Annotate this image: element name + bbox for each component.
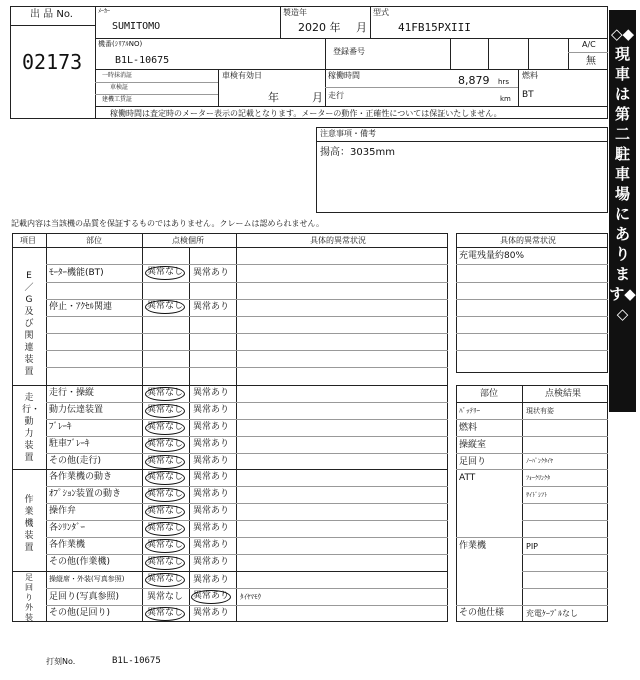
row-foot-photo: 足回り(写真参照) <box>49 592 120 602</box>
hours: 8,879 <box>458 74 490 87</box>
ng-label: 異常あり <box>193 489 230 499</box>
valid-label: 車検有効日 <box>222 71 262 80</box>
fuel-value: BT <box>522 90 534 100</box>
ng-label: 異常あり <box>193 557 230 567</box>
ok-circle: 異常なし <box>145 438 185 452</box>
construct-label: 建機工賃証 <box>102 96 133 103</box>
right-detail-value: 充電残量約80% <box>459 251 525 261</box>
row-valve: 操作弁 <box>49 506 77 516</box>
location-banner: ◇◆現車は第二駐車場にあります◆◇ <box>609 10 636 412</box>
row-other-drive: その他(走行) <box>49 456 102 466</box>
work-result: PIP <box>526 542 539 551</box>
ng-label: 異常あり <box>193 608 230 618</box>
hours-label: 稼働時間 <box>328 71 360 80</box>
ok-circle: 異常なし <box>145 488 185 502</box>
ok-circle: 異常なし <box>145 539 185 553</box>
year-value: 2020 年 <box>298 21 341 34</box>
row-cyl: 各ｼﾘﾝﾀﾞｰ <box>49 523 86 533</box>
row-stop: 停止・ｱｸｾﾙ関連 <box>49 302 113 312</box>
maker-label: ﾒｰｶｰ <box>98 8 111 15</box>
ok-circle: 異常なし <box>145 404 185 418</box>
year-label: 製造年 <box>283 8 307 17</box>
ng-label: 異常あり <box>193 302 230 312</box>
ng-label: 異常あり <box>193 523 230 533</box>
hour-note: 稼働時間は査定時のメーター表示の記載となります。メーターの動作・正確性については保証いたしません。 <box>110 109 502 118</box>
ng-label: 異常あり <box>193 575 230 585</box>
serial-label: 機番(ｼﾘｱﾙNO) <box>98 40 143 48</box>
att-label: ATT <box>459 473 476 483</box>
section-work: 作業機装置 <box>24 495 34 553</box>
ok-label: 異常なし <box>147 592 184 602</box>
ok-circle: 異常なし <box>145 387 185 401</box>
row-opt-move: ｵﾌﾟｼｮﾝ装置の動き <box>49 489 122 499</box>
ng-circle: 異常あり <box>191 590 231 604</box>
ok-circle: 異常なし <box>145 505 185 519</box>
row-steer: 走行・操縦 <box>49 388 95 398</box>
ng-label: 異常あり <box>193 405 230 415</box>
right-part-label: 部位 <box>480 389 499 399</box>
row-work-move: 各作業機の動き <box>49 472 113 482</box>
fuel-row-label: 燃料 <box>459 423 478 433</box>
ac-label: A/C <box>582 40 596 49</box>
other-spec-result: 充電ｹｰﾌﾞﾙなし <box>526 609 578 618</box>
listing-no: 02173 <box>22 50 83 74</box>
col-part: 部位 <box>86 236 102 245</box>
foot-detail: ﾀｲﾔﾏﾓｳ <box>240 593 261 601</box>
month-unit: 月 <box>356 21 367 34</box>
work-label: 作業機 <box>459 541 487 551</box>
serial: B1L-10675 <box>115 55 170 66</box>
right-result-label: 点検結果 <box>545 389 582 399</box>
model-label: 型式 <box>373 8 389 17</box>
other-spec-label: その他仕様 <box>459 608 505 618</box>
ok-circle: 異常なし <box>145 455 185 469</box>
row-other-foot: その他(足回り) <box>49 608 111 618</box>
notes-value: 揚高：3035mm <box>320 147 395 158</box>
att-result-2: ｻｲﾄﾞｼﾌﾄ <box>526 492 548 499</box>
hours-unit: hrs <box>498 78 509 86</box>
ng-label: 異常あり <box>193 456 230 466</box>
section-foot: 足回り外装 <box>25 573 33 622</box>
att-result-1: ﾌｫｰｸﾘﾝｸﾀ <box>526 475 551 482</box>
right-detail-label: 具体的異常状況 <box>500 236 556 245</box>
row-other-work: その他(作業機) <box>49 557 111 567</box>
ok-circle: 異常なし <box>145 300 185 314</box>
ng-label: 異常あり <box>193 268 230 278</box>
battery-result: 現状有姿 <box>526 407 554 415</box>
km-unit: km <box>500 95 511 103</box>
ng-label: 異常あり <box>193 540 230 550</box>
model: 41FB15PXIII <box>398 21 471 34</box>
temp-label: 一時抹消証 <box>102 72 133 79</box>
row-brake: ﾌﾞﾚｰｷ <box>49 422 72 432</box>
cabin-label: 操縦室 <box>459 440 487 450</box>
fuel-label: 燃料 <box>522 71 538 80</box>
ok-circle: 異常なし <box>145 421 185 435</box>
foot-result: ﾉｰﾊﾟﾝｸﾀｲﾔ <box>526 458 554 465</box>
section-drive: 走行・動力装置 <box>22 393 41 463</box>
row-motor: ﾓｰﾀｰ機能(BT) <box>49 268 104 278</box>
ok-circle: 異常なし <box>145 471 185 485</box>
reg-label: 登録番号 <box>333 47 365 56</box>
ng-label: 異常あり <box>193 388 230 398</box>
quality-note: 記載内容は当該機の品質を保証するものではありません。クレームは認められません。 <box>11 219 324 228</box>
ng-label: 異常あり <box>193 472 230 482</box>
listing-no-label: 出 品 No. <box>30 9 73 20</box>
ok-circle: 異常なし <box>145 556 185 570</box>
notes-box <box>316 127 608 213</box>
col-detail: 具体的異常状況 <box>310 236 366 245</box>
inspect-label: 車検証 <box>110 84 129 91</box>
notes-label: 注意事項・備考 <box>320 129 376 138</box>
ok-circle: 異常なし <box>145 573 185 587</box>
col-item: 項目 <box>20 236 36 245</box>
section-engine: E／G及び関連装置 <box>24 271 34 377</box>
row-cab: 操縦席・外装(写真参照) <box>49 575 125 583</box>
ng-label: 異常あり <box>193 422 230 432</box>
row-park: 駐車ﾌﾞﾚｰｷ <box>49 439 90 449</box>
ac-value: 無 <box>586 56 596 67</box>
row-work-each: 各作業機 <box>49 540 86 550</box>
ok-circle: 異常なし <box>145 266 185 280</box>
ng-label: 異常あり <box>193 506 230 516</box>
col-check: 点検個所 <box>172 236 204 245</box>
battery-label: ﾊﾞｯﾃﾘｰ <box>459 407 480 415</box>
stamp-label: 打刻No. <box>46 657 76 666</box>
ok-circle: 異常なし <box>145 607 185 621</box>
valid-year-unit: 年 <box>268 91 279 104</box>
ng-label: 異常あり <box>193 439 230 449</box>
km-label: 走行 <box>328 91 344 100</box>
maker: SUMITOMO <box>112 21 161 32</box>
ok-circle: 異常なし <box>145 522 185 536</box>
row-trans: 動力伝達装置 <box>49 405 104 415</box>
stamp-value: B1L-10675 <box>112 656 161 666</box>
foot-label: 足回り <box>459 457 487 467</box>
valid-month-unit: 月 <box>312 91 323 104</box>
